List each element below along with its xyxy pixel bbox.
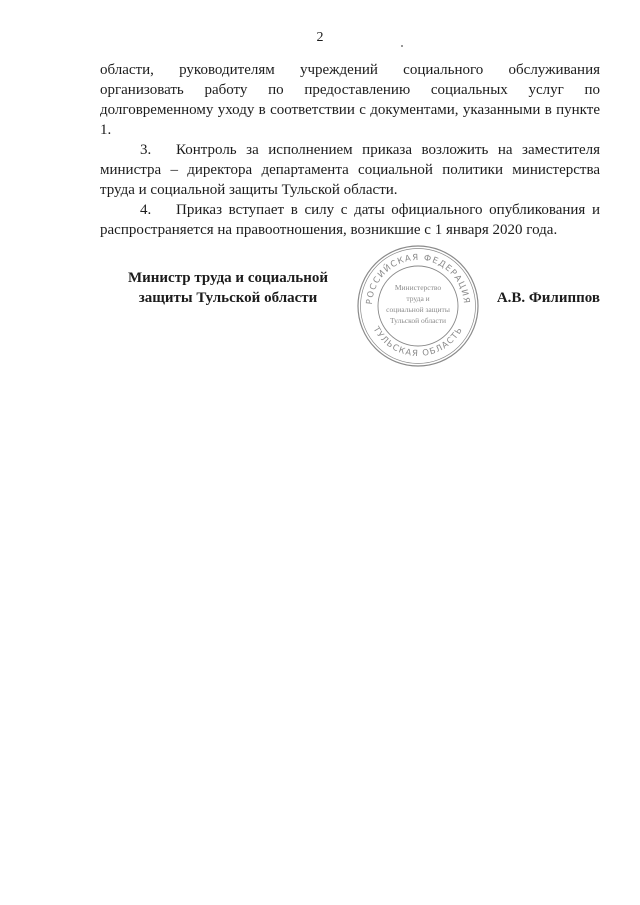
paragraph-4-number: 4. (140, 202, 152, 218)
paragraph-3 (100, 140, 600, 200)
page-number: 2 (316, 30, 324, 45)
seal-inner-line-4: Тульской области (389, 316, 447, 325)
seal-bottom-text: ТУЛЬСКАЯ ОБЛАСТЬ (370, 325, 466, 360)
continuation-line-4: 1. (100, 122, 112, 138)
paragraph-4-text: Приказ вступает в силу с даты официального опубликования и распространяется на правоотношения, возникшие с 1 января 2020 года. (100, 202, 600, 238)
seal-top-text: РОССИЙСКАЯ ФЕДЕРАЦИЯ (364, 252, 472, 305)
continuation-line-1: области, руководителям учреждений социального обслуживания (100, 62, 600, 78)
signatory-title-line-2: защиты Тульской области (138, 290, 318, 306)
paragraph-3-text: Контроль за исполнением приказа возложить на заместителя министра – директора департамента социальной политики министерства труда и социальной защиты Тульской области. (100, 142, 600, 198)
seal-inner-line-2: труда и (406, 294, 430, 303)
signatory-name: А.В. Филиппов (496, 290, 600, 306)
seal-inner-line-3: социальной защиты (386, 305, 450, 314)
continuation-line-2: организовать работу по предоставлению социальных услуг по (100, 82, 600, 98)
official-seal (356, 244, 480, 368)
scan-speck (401, 45, 403, 47)
document-body (100, 60, 600, 240)
signatory-title-line-1: Министр труда и социальной (127, 270, 329, 286)
continuation-line-3: долговременному уходу в соответствии с документами, указанными в пункте (100, 102, 600, 118)
signatory-title (118, 268, 338, 308)
paragraph-3-number: 3. (140, 142, 152, 158)
seal-inner-line-1: Министерство (394, 283, 442, 292)
paragraph-4 (100, 200, 600, 240)
